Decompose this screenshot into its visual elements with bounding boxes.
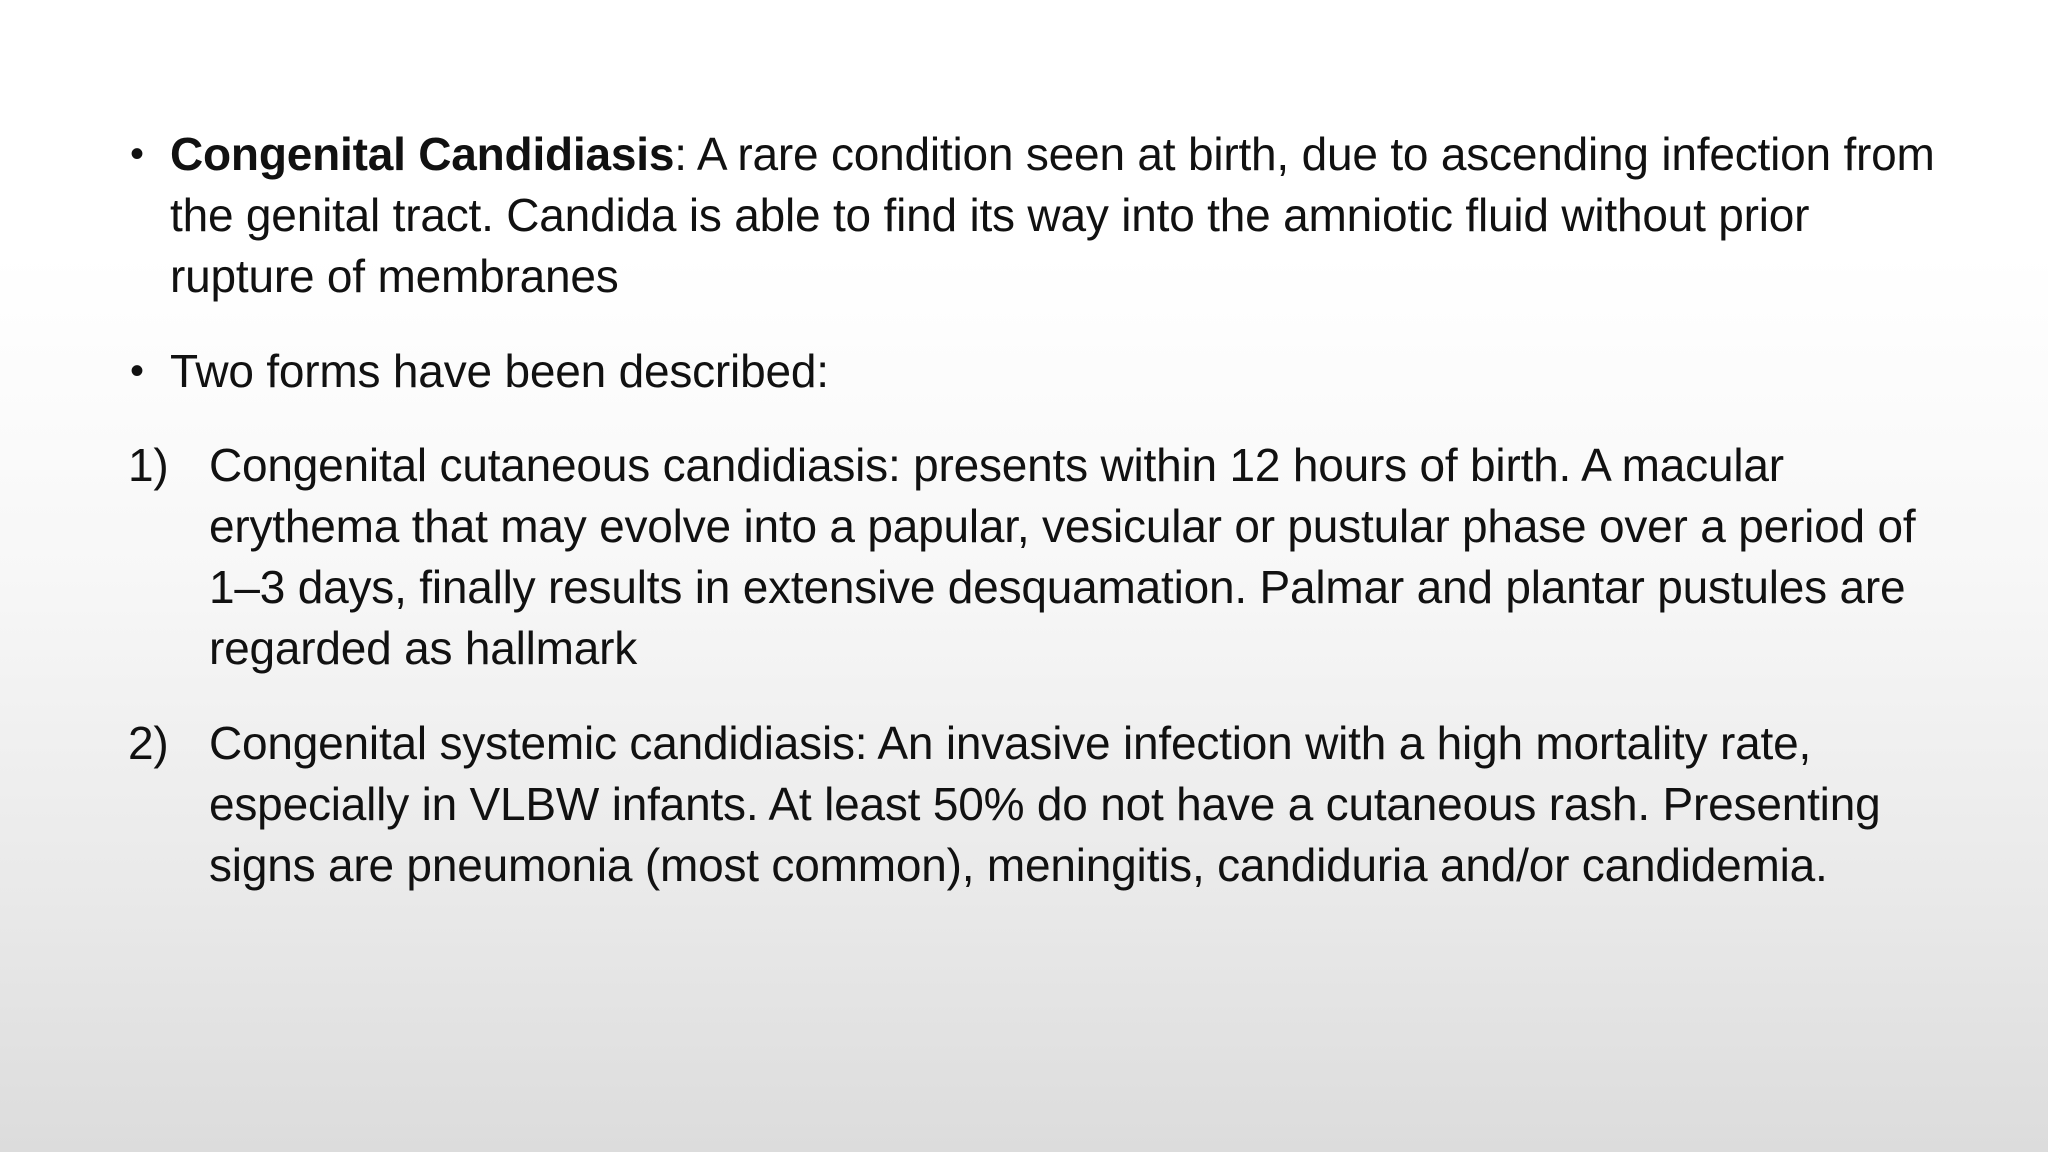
bullet-marker: • bbox=[130, 349, 144, 393]
systemic-text: Congenital systemic candidiasis: An invasive infection with a high mortality rate, especially in VLBW infants. At least 50% do not have a cutaneous rash. Presenting signs are pneumonia (most common), meningitis, candiduria and/or candidemia. bbox=[209, 717, 1881, 891]
list-number: 1) bbox=[128, 439, 169, 491]
list-item-systemic bbox=[128, 713, 1948, 896]
two-forms-text: Two forms have been described: bbox=[170, 345, 829, 397]
slide-content bbox=[128, 124, 1948, 896]
bullet-congenital-candidiasis bbox=[128, 124, 1948, 307]
bullet-two-forms bbox=[128, 341, 1948, 402]
list-item-cutaneous bbox=[128, 435, 1948, 679]
bullet-marker: • bbox=[130, 132, 144, 176]
term-congenital-candidiasis: Congenital Candidiasis bbox=[170, 128, 675, 180]
definition-text: : A rare condition seen at birth, due to ascending infection from the genital tract. Candida is able to find its way into the amniotic fluid without prior rupture of membranes bbox=[170, 128, 1935, 302]
list-number: 2) bbox=[128, 717, 169, 769]
cutaneous-text: Congenital cutaneous candidiasis: presents within 12 hours of birth. A macular erythema that may evolve into a papular, vesicular or pustular phase over a period of 1–3 days, finally results in extensive desquamation. Palmar and plantar pustules are regarded as hallmark bbox=[209, 439, 1916, 674]
